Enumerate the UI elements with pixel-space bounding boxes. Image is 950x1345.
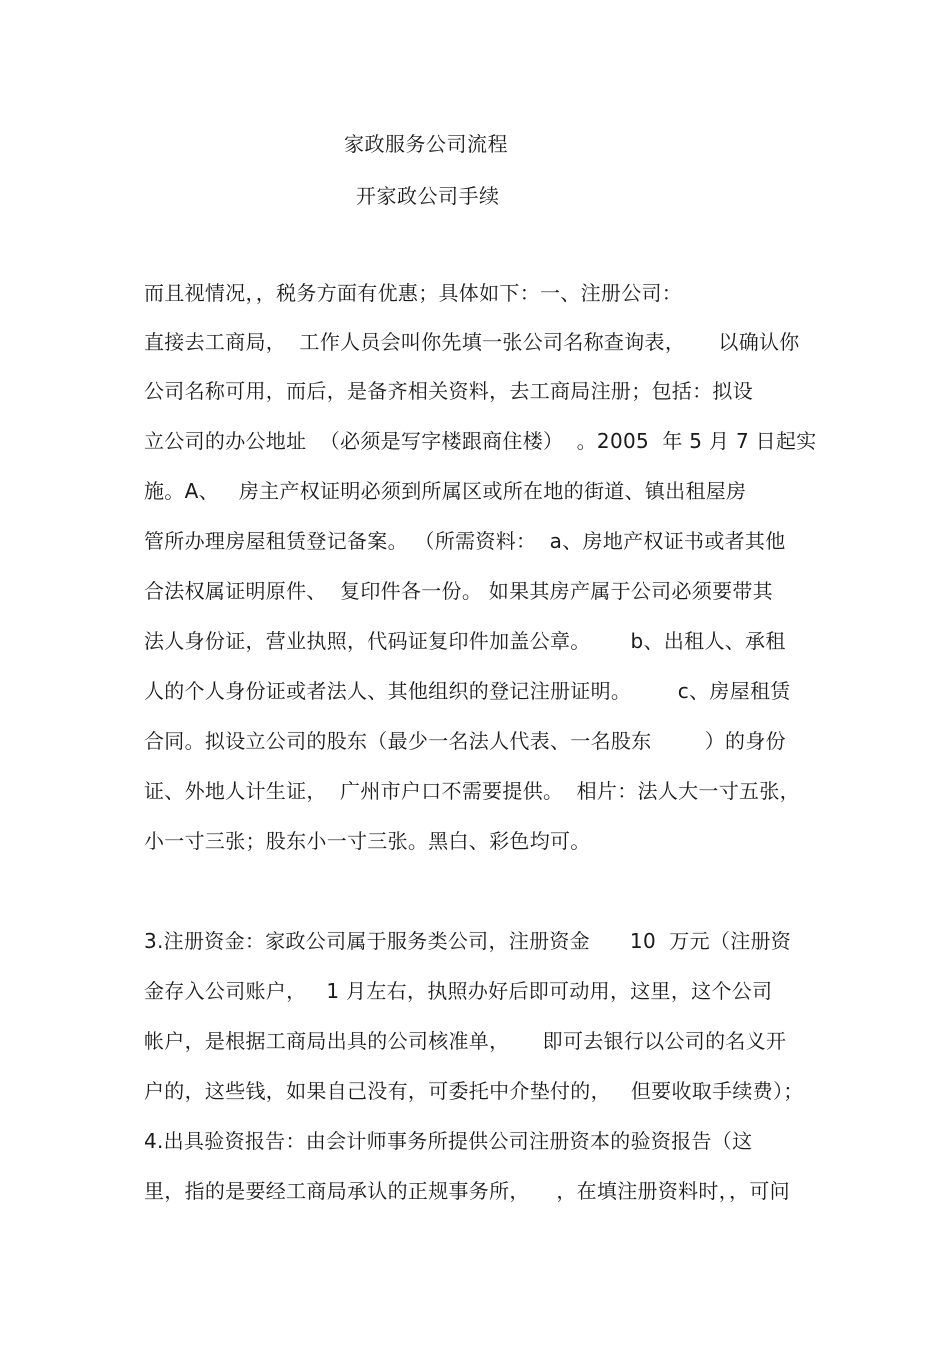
text-line: 法人身份证，营业执照，代码证复印件加盖公章。 b、出租人、承租 — [144, 629, 786, 653]
text-line: 证、外地人计生证， 广州市户口不需要提供。 相片：法人大一寸五张， — [144, 779, 800, 803]
text-line: 里，指的是要经工商局承认的正规事务所， ，在填注册资料时，，可问 — [144, 1179, 790, 1203]
text-line: 帐户，是根据工商局出具的公司核准单， 即可去银行以公司的名义开 — [144, 1029, 787, 1053]
text-line: 金存入公司账户， 1 月左右，执照办好后即可动用，这里，这个公司 — [144, 979, 773, 1003]
text-line: 3.注册资金：家政公司属于服务类公司，注册资金 10 万元（注册资 — [144, 929, 792, 953]
document-title: 家政服务公司流程 — [344, 132, 508, 156]
text-line: 小一寸三张；股东小一寸三张。黑白、彩色均可。 — [144, 829, 591, 853]
text-line: 而且视情况，，税务方面有优惠；具体如下：一、注册公司： — [144, 281, 683, 305]
text-line: 户的，这些钱，如果自己没有，可委托中介垫付的， 但要收取手续费）； — [144, 1079, 804, 1103]
text-line: 立公司的办公地址 （必须是写字楼跟商住楼） 。2005 年 5 月 7 日起实 — [144, 429, 817, 453]
text-line: 4.出具验资报告：由会计师事务所提供公司注册资本的验资报告（这 — [144, 1129, 753, 1153]
text-line: 直接去工商局， 工作人员会叫你先填一张公司名称查询表， 以确认你 — [144, 330, 800, 354]
text-line: 管所办理房屋租赁登记备案。 （所需资料： a、房地产权证书或者其他 — [144, 529, 786, 553]
document-subtitle: 开家政公司手续 — [356, 184, 500, 208]
text-line: 施。A、 房主产权证明必须到所属区或所在地的街道、镇出租屋房 — [144, 479, 747, 503]
text-line: 人的个人身份证或者法人、其他组织的登记注册证明。 c、房屋租赁 — [144, 679, 791, 703]
text-line: 合同。拟设立公司的股东（最少一名法人代表、一名股东 ）的身份 — [144, 729, 786, 753]
text-line: 公司名称可用，而后，是备齐相关资料，去工商局注册；包括：拟设 — [144, 379, 753, 403]
text-line: 合法权属证明原件、 复印件各一份。 如果其房产属于公司必须要带其 — [144, 579, 773, 603]
